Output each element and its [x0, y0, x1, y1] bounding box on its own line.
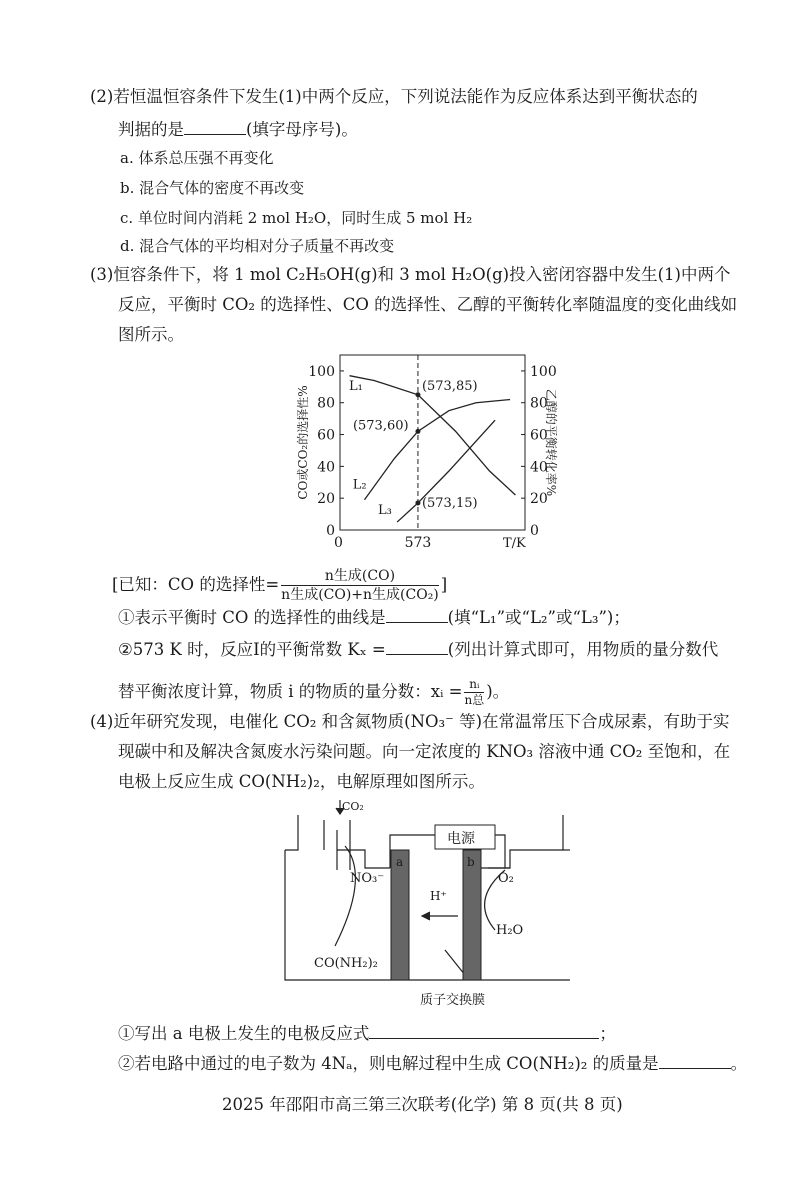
series-label: L₁ [349, 379, 363, 394]
y-tick-label-left: 20 [317, 491, 335, 508]
co2-label: CO₂ [342, 800, 364, 813]
urea-label: CO(NH₂)₂ [314, 956, 378, 971]
option-b: b. 混合气体的密度不再改变 [120, 179, 305, 197]
y-axis-label-right: 乙醇的平衡转化率% [544, 388, 558, 497]
option-c: c. 单位时间内消耗 2 mol H₂O，同时生成 5 mol H₂ [120, 209, 473, 227]
y-tick-label-right: 100 [530, 363, 557, 380]
option-a: a. 体系总压强不再变化 [120, 149, 274, 167]
q3-sub2-cont: 替平衡浓度计算，物质 i 的物质的量分数：xᵢ = nᵢ n总 )。 [118, 677, 510, 707]
q4-sub2: ②若电路中通过的电子数为 4Nₐ，则电解过程中生成 CO(NH₂)₂ 的质量是 。 [118, 1054, 748, 1073]
proton-label: H⁺ [430, 889, 447, 903]
q3-sub2: ②573 K 时，反应Ⅰ的平衡常数 Kₓ = (列出计算式即可，用物质的量分数代 [118, 640, 719, 659]
x-tick-label: 573 [404, 535, 432, 551]
q3-line3: 图所示。 [118, 325, 184, 344]
oxygen-label: O₂ [498, 871, 514, 886]
data-point [415, 392, 420, 397]
series-label: L₃ [378, 503, 392, 519]
x-tick-label: 0 [334, 535, 343, 551]
electrolysis-diagram [270, 800, 580, 1020]
nitrate-label: NO₃⁻ [350, 871, 385, 886]
selectivity-chart [285, 345, 558, 555]
point-annotation: (573,85) [421, 378, 478, 394]
q3-sub1: ①表示平衡时 CO 的选择性的曲线是 (填“L₁”或“L₂”或“L₃”)； [118, 608, 630, 627]
y-axis-label-left: CO或CO₂的选择性% [296, 385, 310, 500]
curve-2 [364, 400, 510, 500]
point-annotation: (573,60) [352, 418, 409, 434]
electrode-b-label: b [467, 855, 475, 869]
membrane-label: 质子交换膜 [420, 993, 486, 1008]
y-tick-label-left: 0 [326, 523, 335, 539]
q3-line2: 反应，平衡时 CO₂ 的选择性、CO 的选择性、乙醇的平衡转化率随温度的变化曲线如 [118, 295, 738, 314]
q4-line1: (4)近年研究发现，电催化 CO₂ 和含氮物质(NO₃⁻ 等)在常温常压下合成尿素，有助于实 [90, 712, 730, 731]
data-point [415, 500, 420, 505]
y-tick-label-right: 40 [530, 459, 548, 476]
y-tick-label-right: 20 [530, 491, 548, 508]
y-tick-label-left: 60 [317, 427, 335, 444]
q3-line1: (3)恒容条件下，将 1 mol C₂H₅OH(g)和 3 mol H₂O(g)投入密闭容器中发生(1)中两个 [90, 265, 731, 284]
q4-sub1: ①写出 a 电极上发生的电极反应式 ； [118, 1024, 616, 1043]
y-tick-label-right: 80 [530, 395, 548, 412]
data-point [415, 429, 420, 434]
y-tick-label-right: 0 [530, 523, 539, 539]
series-label: L₂ [352, 477, 367, 493]
page-footer: 2025 年邵阳市高三第三次联考(化学) 第 8 页(共 8 页) [222, 1095, 623, 1114]
q2-line1: (2)若恒温恒容条件下发生(1)中两个反应，下列说法能作为反应体系达到平衡状态的 [90, 87, 698, 106]
x-axis-label: T/K [503, 536, 526, 551]
y-tick-label-right: 60 [530, 427, 548, 444]
y-tick-label-left: 80 [317, 395, 335, 412]
water-label: H₂O [496, 923, 524, 938]
known-formula: [已知：CO 的选择性= n生成(CO) n生成(CO)+n生成(CO₂) ] [112, 568, 448, 603]
q2-line2: 判据的是 (填字母序号)。 [118, 120, 358, 139]
y-tick-label-left: 40 [317, 459, 335, 476]
option-d: d. 混合气体的平均相对分子质量不再改变 [120, 237, 395, 255]
q4-line3: 电极上反应生成 CO(NH₂)₂，电解原理如图所示。 [118, 772, 485, 791]
q4-line2: 现碳中和及解决含氮废水污染问题。向一定浓度的 KNO₃ 溶液中通 CO₂ 至饱和，在 [118, 742, 731, 761]
y-tick-label-left: 100 [308, 363, 335, 380]
electrode-a-label: a [396, 855, 404, 869]
power-source-label: 电源 [447, 831, 475, 847]
point-annotation: (573,15) [421, 495, 478, 511]
